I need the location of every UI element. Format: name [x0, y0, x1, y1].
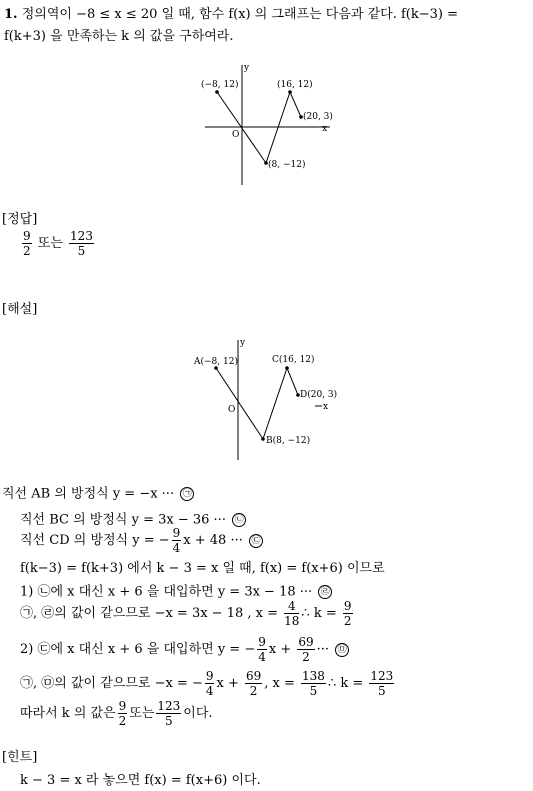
- solution-line-6: ㉠, ㉣의 값이 같으므로 −x = 3x − 18 , x = $\frac{4}{18}$ ∴ k = $\frac{9}{2}$: [20, 599, 352, 628]
- answer-fraction-2: $\frac{123}{5}$: [70, 229, 93, 258]
- graph2-y-label: y: [240, 338, 246, 348]
- solution-line-5: 1) ㉡에 x 대신 x + 6 을 대입하면 y = 3x − 18 ··· ㉣: [20, 585, 332, 599]
- fraction-l8d: $\frac{123}{5}$: [370, 669, 394, 698]
- function-graph-1: [195, 60, 340, 190]
- problem-line-1: [4, 8, 458, 21]
- answer-fraction-1: $\frac{9}{2}$: [23, 229, 31, 258]
- fraction-l9a: $\frac{9}{2}$: [118, 699, 127, 728]
- fraction-l7a: $\frac{9}{4}$: [258, 635, 266, 664]
- problem-number: 1.: [4, 7, 18, 22]
- graph2-origin: O: [228, 405, 236, 415]
- fraction-l7b: $\frac{69}{2}$: [298, 635, 314, 664]
- fraction-l8c: $\frac{138}{5}$: [302, 669, 325, 698]
- graph1-point-3: (20, 3): [303, 112, 333, 122]
- fraction-l3: $\frac{9}{4}$: [172, 526, 181, 555]
- problem-line-2: f(k+3) 을 만족하는 k 의 값을 구하여라.: [4, 29, 234, 44]
- graph2-point-d: D(20, 3): [300, 390, 338, 400]
- hint-heading: [힌트]: [2, 750, 38, 765]
- hint-text: k − 3 = x 라 놓으면 f(x) = f(x+6) 이다.: [20, 773, 261, 788]
- graph2-point-b: B(8, −12): [266, 436, 311, 446]
- fraction-l8b: $\frac{69}{2}$: [245, 669, 262, 698]
- problem-text-1: 정의역이 −8 ≤ x ≤ 20 일 때, 함수 f(x) 의 그래프는 다음과 같다. f(k−3) =: [21, 7, 459, 22]
- solution-line-3: 직선 CD 의 방정식 y = − $\frac{9}{4}$ x + 48 ··· ㉢: [20, 527, 263, 554]
- function-graph-2: [190, 335, 350, 465]
- graph2-point-a: A(−8, 12): [194, 357, 238, 367]
- graph1-point-2: (16, 12): [277, 80, 313, 90]
- graph1-y-label: y: [244, 63, 250, 73]
- graph1-point-1: (−8, 12): [201, 80, 239, 90]
- solution-line-9: 따라서 k 의 값은 $\frac{9}{2}$ 또는 $\frac{123}{5}$ 이다.: [20, 699, 213, 728]
- answer-line: [20, 230, 96, 257]
- solution-line-8: ㉠, ㉤의 값이 같으므로 −x = − $\frac{9}{4}$ x + $\frac{69}{2}$ , x = $\frac{138}{5}$ ∴ k = $\frac{123}{5}$: [20, 669, 394, 698]
- solution-line-7: 2) ㉢에 x 대신 x + 6 을 대입하면 y = − $\frac{9}{4}$ x + $\frac{69}{2}$ ··· ㉤: [20, 636, 349, 663]
- graph1-x-label: x: [322, 124, 328, 134]
- solution-line-4: f(k−3) = f(k+3) 에서 k − 3 = x 일 때, f(x) = f(x+6) 이므로: [20, 561, 385, 576]
- solution-heading: [해설]: [2, 302, 38, 317]
- graph1-point-4: (8, −12): [268, 160, 306, 170]
- fraction-l6-k: $\frac{9}{2}$: [343, 599, 352, 628]
- graph2-point-c: C(16, 12): [272, 355, 315, 365]
- mark-4: ㉣: [318, 585, 332, 599]
- fraction-l9b: $\frac{123}{5}$: [157, 699, 181, 728]
- mark-1: ㉠: [180, 487, 194, 501]
- graph2-x-label: x: [323, 402, 329, 412]
- solution-line-2: 직선 BC 의 방정식 y = 3x − 36 ··· ㉡: [20, 513, 246, 527]
- mark-3: ㉢: [249, 534, 263, 548]
- fraction-l8a: $\frac{9}{4}$: [205, 669, 214, 698]
- mark-2: ㉡: [232, 513, 246, 527]
- solution-line-1: 직선 AB 의 방정식 y = −x ··· ㉠: [2, 487, 194, 501]
- fraction-l6: $\frac{4}{18}$: [284, 599, 300, 628]
- graph1-origin: O: [232, 130, 240, 140]
- answer-heading: [정답]: [2, 212, 38, 227]
- mark-5: ㉤: [335, 643, 349, 657]
- answer-connector: 또는: [37, 236, 63, 251]
